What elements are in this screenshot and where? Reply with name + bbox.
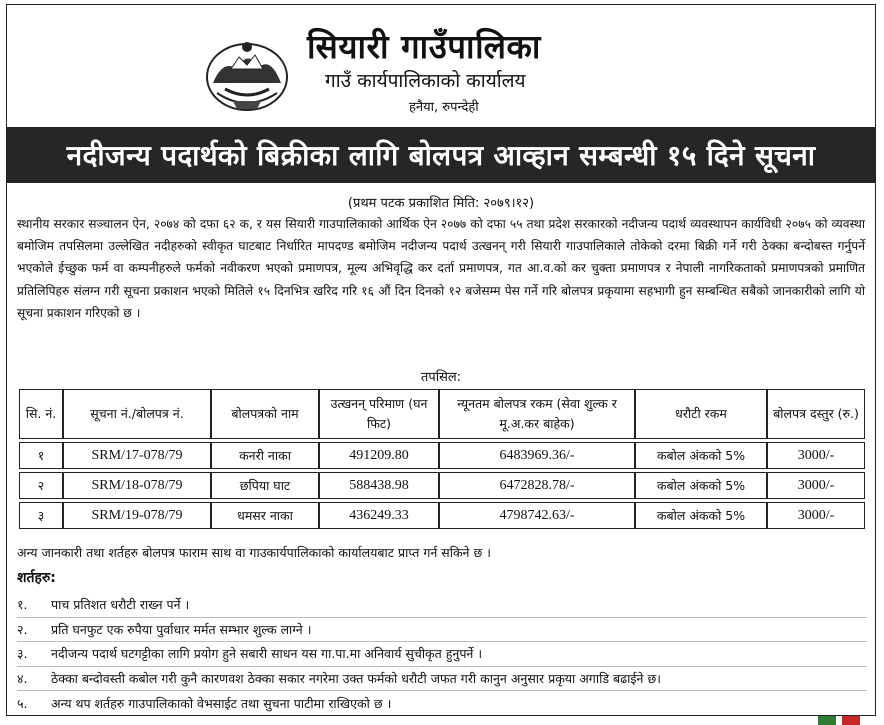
notice-frame [6,4,876,716]
terms-list [17,593,867,716]
col-header-notice: सूचना नं./बोलपत्र नं. [63,389,211,439]
list-item [17,691,867,716]
cell-deposit: कबोल अंकको 5% [635,502,767,529]
table-row [19,472,865,499]
list-item [17,642,867,667]
cell-sn: २ [19,472,63,499]
cell-min-amount: 6483969.36/- [439,442,635,469]
col-header-quantity: उत्खनन् परिमाण (घन फिट) [319,389,439,439]
col-header-min-amount: न्यूनतम बोलपत्र रकम (सेवा शुल्क र मू.अ.कर बाहेक) [439,389,635,439]
table-header-row [19,389,865,439]
term-text: पाच प्रतिशत धरौटी राख्न पर्ने । [51,597,190,613]
cell-name: छपिया घाट [211,472,319,499]
term-number: १. [17,597,28,613]
cell-min-amount: 4798742.63/- [439,502,635,529]
table-row [19,442,865,469]
cell-quantity: 491209.80 [319,442,439,469]
schedule-heading: तपसिल: [420,370,462,385]
notice-banner: नदीजन्य पदार्थको बिक्रीका लागि बोलपत्र आव्हान सम्बन्धी १५ दिने सूचना [7,127,875,183]
term-number: ३. [17,646,28,662]
table-row [19,502,865,529]
office-subtitle: गाउँ कार्यपालिकाको कार्यालय [325,70,526,92]
cell-deposit: कबोल अंकको 5% [635,442,767,469]
tender-table [19,389,865,529]
cell-sn: १ [19,442,63,469]
term-text: अन्य थप शर्तहरु गाउपालिकाको वेभसाईट तथा सुचना पाटीमा राखिएको छ । [51,695,392,711]
address: हनैया, रुपन्देही [409,100,479,115]
cell-notice: SRM/19-078/79 [63,502,211,529]
col-header-sn: सि. नं. [19,389,63,439]
cell-name: धमसर नाका [211,502,319,529]
page-title: सियारी गाउँपालिका [307,27,541,66]
col-header-name: बोलपत्रको नाम [211,389,319,439]
cell-min-amount: 6472828.78/- [439,472,635,499]
terms-heading: शर्तहरु: [17,570,56,586]
cell-quantity: 588438.98 [319,472,439,499]
term-text: नदीजन्य पदार्थ घटगट्टीका लागि प्रयोग हुने सबारी साधन यस गा.पा.मा अनिवार्य सुचीकृत हुनुपर्ने । [51,646,483,662]
cell-fee: 3000/- [767,472,865,499]
term-text: ठेक्का बन्दोवस्ती कबोल गरी कुनै कारणवश ठेक्का सकार नगरेमा उक्त फर्मको धरौटी जफत गरी कानुन अनुसार प्रकृया अगाडि बढाईने छ। [51,671,661,687]
cell-quantity: 436249.33 [319,502,439,529]
nepal-emblem-icon [203,39,291,113]
corner-logo-icon [842,716,860,725]
list-item [17,618,867,643]
cell-notice: SRM/18-078/79 [63,472,211,499]
cell-deposit: कबोल अंकको 5% [635,472,767,499]
term-number: २. [17,621,28,637]
term-number: ४. [17,671,28,687]
list-item [17,667,867,692]
cell-name: कनरी नाका [211,442,319,469]
cell-fee: 3000/- [767,442,865,469]
header [7,5,875,121]
other-info: अन्य जानकारी तथा शर्तहरु बोलपत्र फाराम साथ वा गाउकार्यपालिकाको कार्यालयबाट प्राप्त गर्न सकिने छ । [17,545,491,560]
cell-sn: ३ [19,502,63,529]
list-item [17,593,867,618]
cell-notice: SRM/17-078/79 [63,442,211,469]
term-text: प्रति घनफुट एक रुपैया पुर्वाधार मर्मत सम्भार शुल्क लाग्ने । [51,621,312,637]
term-number: ५. [17,695,28,711]
notice-body: स्थानीय सरकार सञ्चालन ऐन, २०७४ को दफा ६२ क, र यस सियारी गाउपालिकाको आर्थिक ऐन २०७७ को दफा ५५ तथा प्रदेश सरकारको नदीजन्य पदार्थ व्यवस्थापन कार्यविधी २०७५ को व्यवस्था बमोजिम तपसिलमा उल्लेखित नदीहरुको स्वीकृत घाटबाट निर्धारित मापदण्ड बमोजिम नदीजन्य पदार्थ उत्खनन् गरी सियारी गाउपालिकाले तोकेको दरमा बिक्री गर्ने गरी ठेक्का बन्दोबस्त गर्नुपर्ने भएकोले ईच्छुक फर्म वा कम्पनीहरुले फर्मको नवीकरण भएको प्रमाणपत्र, मूल्य अभिवृद्धि कर दर्ता प्रमाणपत्र, गत आ.व.को कर चुक्ता प्रमाणपत्र र नेपाली नागरिकताको प्रमाणपत्रको प्रमाणित प्रतिलिपिहरु संलग्न गरी सूचना प्रकाशन भएको मितिले १५ दिनभित्र खरिद गरि १६ औं दिन दिनको १२ बजेसम्म पेस गर्ने गरि बोलपत्र प्रकृयामा सहभागी हुन सम्बन्धित सबैको जानकारीको लागि यो सूचना प्रकाशन गरिएको छ । [17,217,865,320]
publication-date: (प्रथम पटक प्रकाशित मिति: २०७९।१२) [347,196,535,211]
cell-fee: 3000/- [767,502,865,529]
col-header-deposit: धरौटी रकम [635,389,767,439]
col-header-fee: बोलपत्र दस्तुर (रु.) [767,389,865,439]
corner-logo-icon [818,716,836,725]
